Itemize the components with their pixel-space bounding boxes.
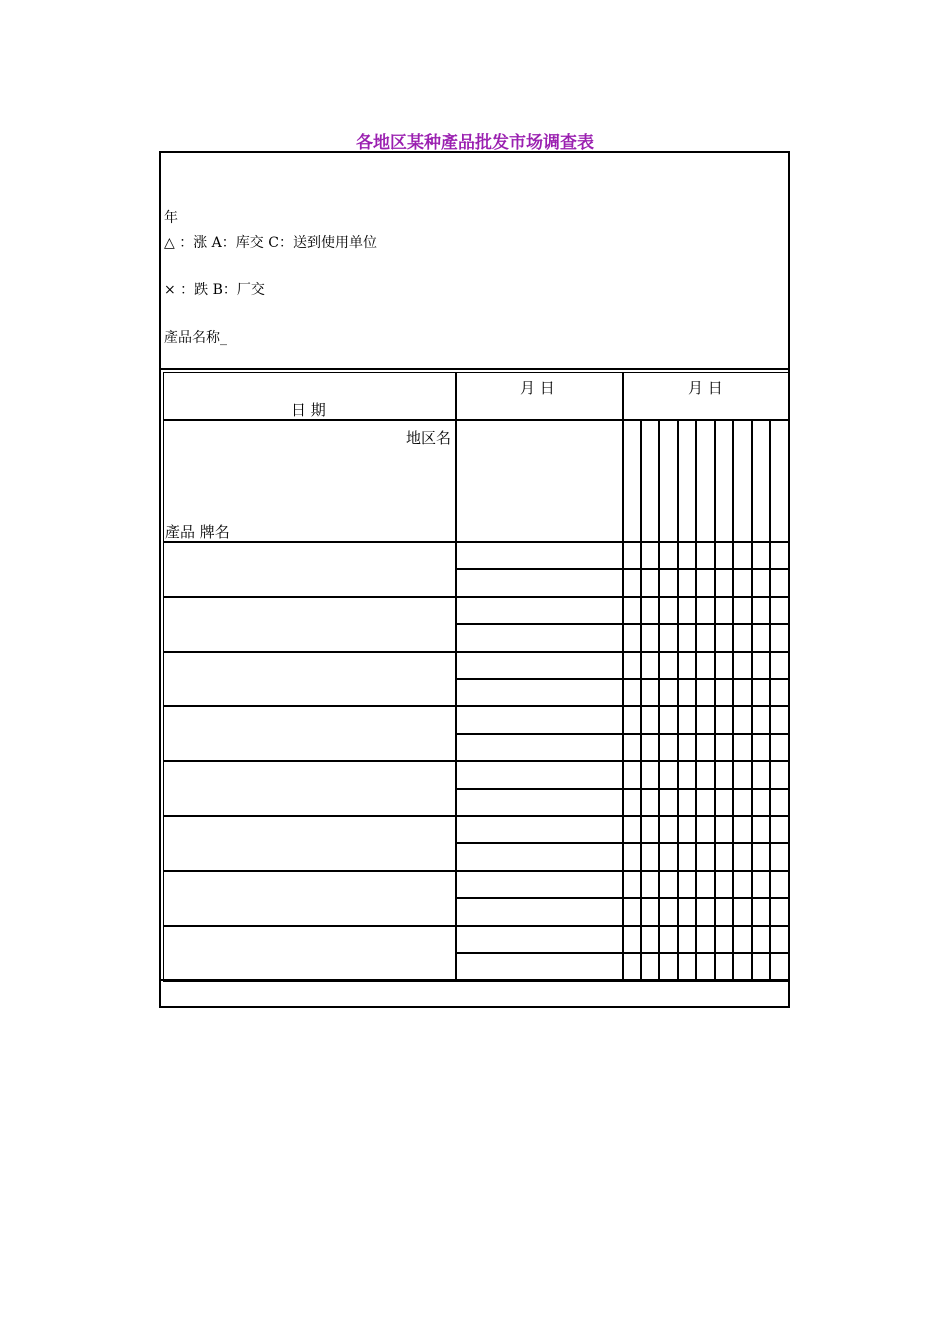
- footer-divider: [161, 979, 788, 981]
- form-outer-frame: [159, 151, 790, 1008]
- col-divider-label: [455, 373, 457, 981]
- month-day-header-2: 月 日: [688, 379, 723, 397]
- row-pair-line: [164, 870, 790, 872]
- month-day-header-1: 月 日: [520, 379, 555, 397]
- row-half-line: [455, 568, 790, 570]
- row-pair-line: [164, 760, 790, 762]
- legend-down: × ：跌 B：厂交: [164, 282, 265, 298]
- row-pair-line: [164, 705, 790, 707]
- form-title: 各地区某种產品批发市场调查表: [356, 133, 594, 153]
- brand-row-line: [164, 541, 790, 543]
- row-half-line: [455, 952, 790, 954]
- row-pair-line: [164, 596, 790, 598]
- year-label: 年: [164, 210, 178, 226]
- row-half-line: [455, 842, 790, 844]
- legend-up: △ ：涨 A：库交 C：送到使用单位: [164, 235, 377, 251]
- product-brand-header: 產品 牌名: [165, 523, 230, 541]
- region-header: 地区名: [406, 429, 452, 447]
- row-half-line: [455, 678, 790, 680]
- product-name-label: 產品名称_: [164, 330, 227, 346]
- row-half-line: [455, 897, 790, 899]
- row-half-line: [455, 733, 790, 735]
- row-half-line: [455, 623, 790, 625]
- col-divider-date1: [622, 373, 624, 981]
- header-divider: [161, 368, 788, 370]
- row-pair-line: [164, 815, 790, 817]
- row-pair-line: [164, 925, 790, 927]
- survey-table: [163, 372, 789, 982]
- row-pair-line: [164, 651, 790, 653]
- row-half-line: [455, 788, 790, 790]
- date-header: 日 期: [291, 401, 326, 419]
